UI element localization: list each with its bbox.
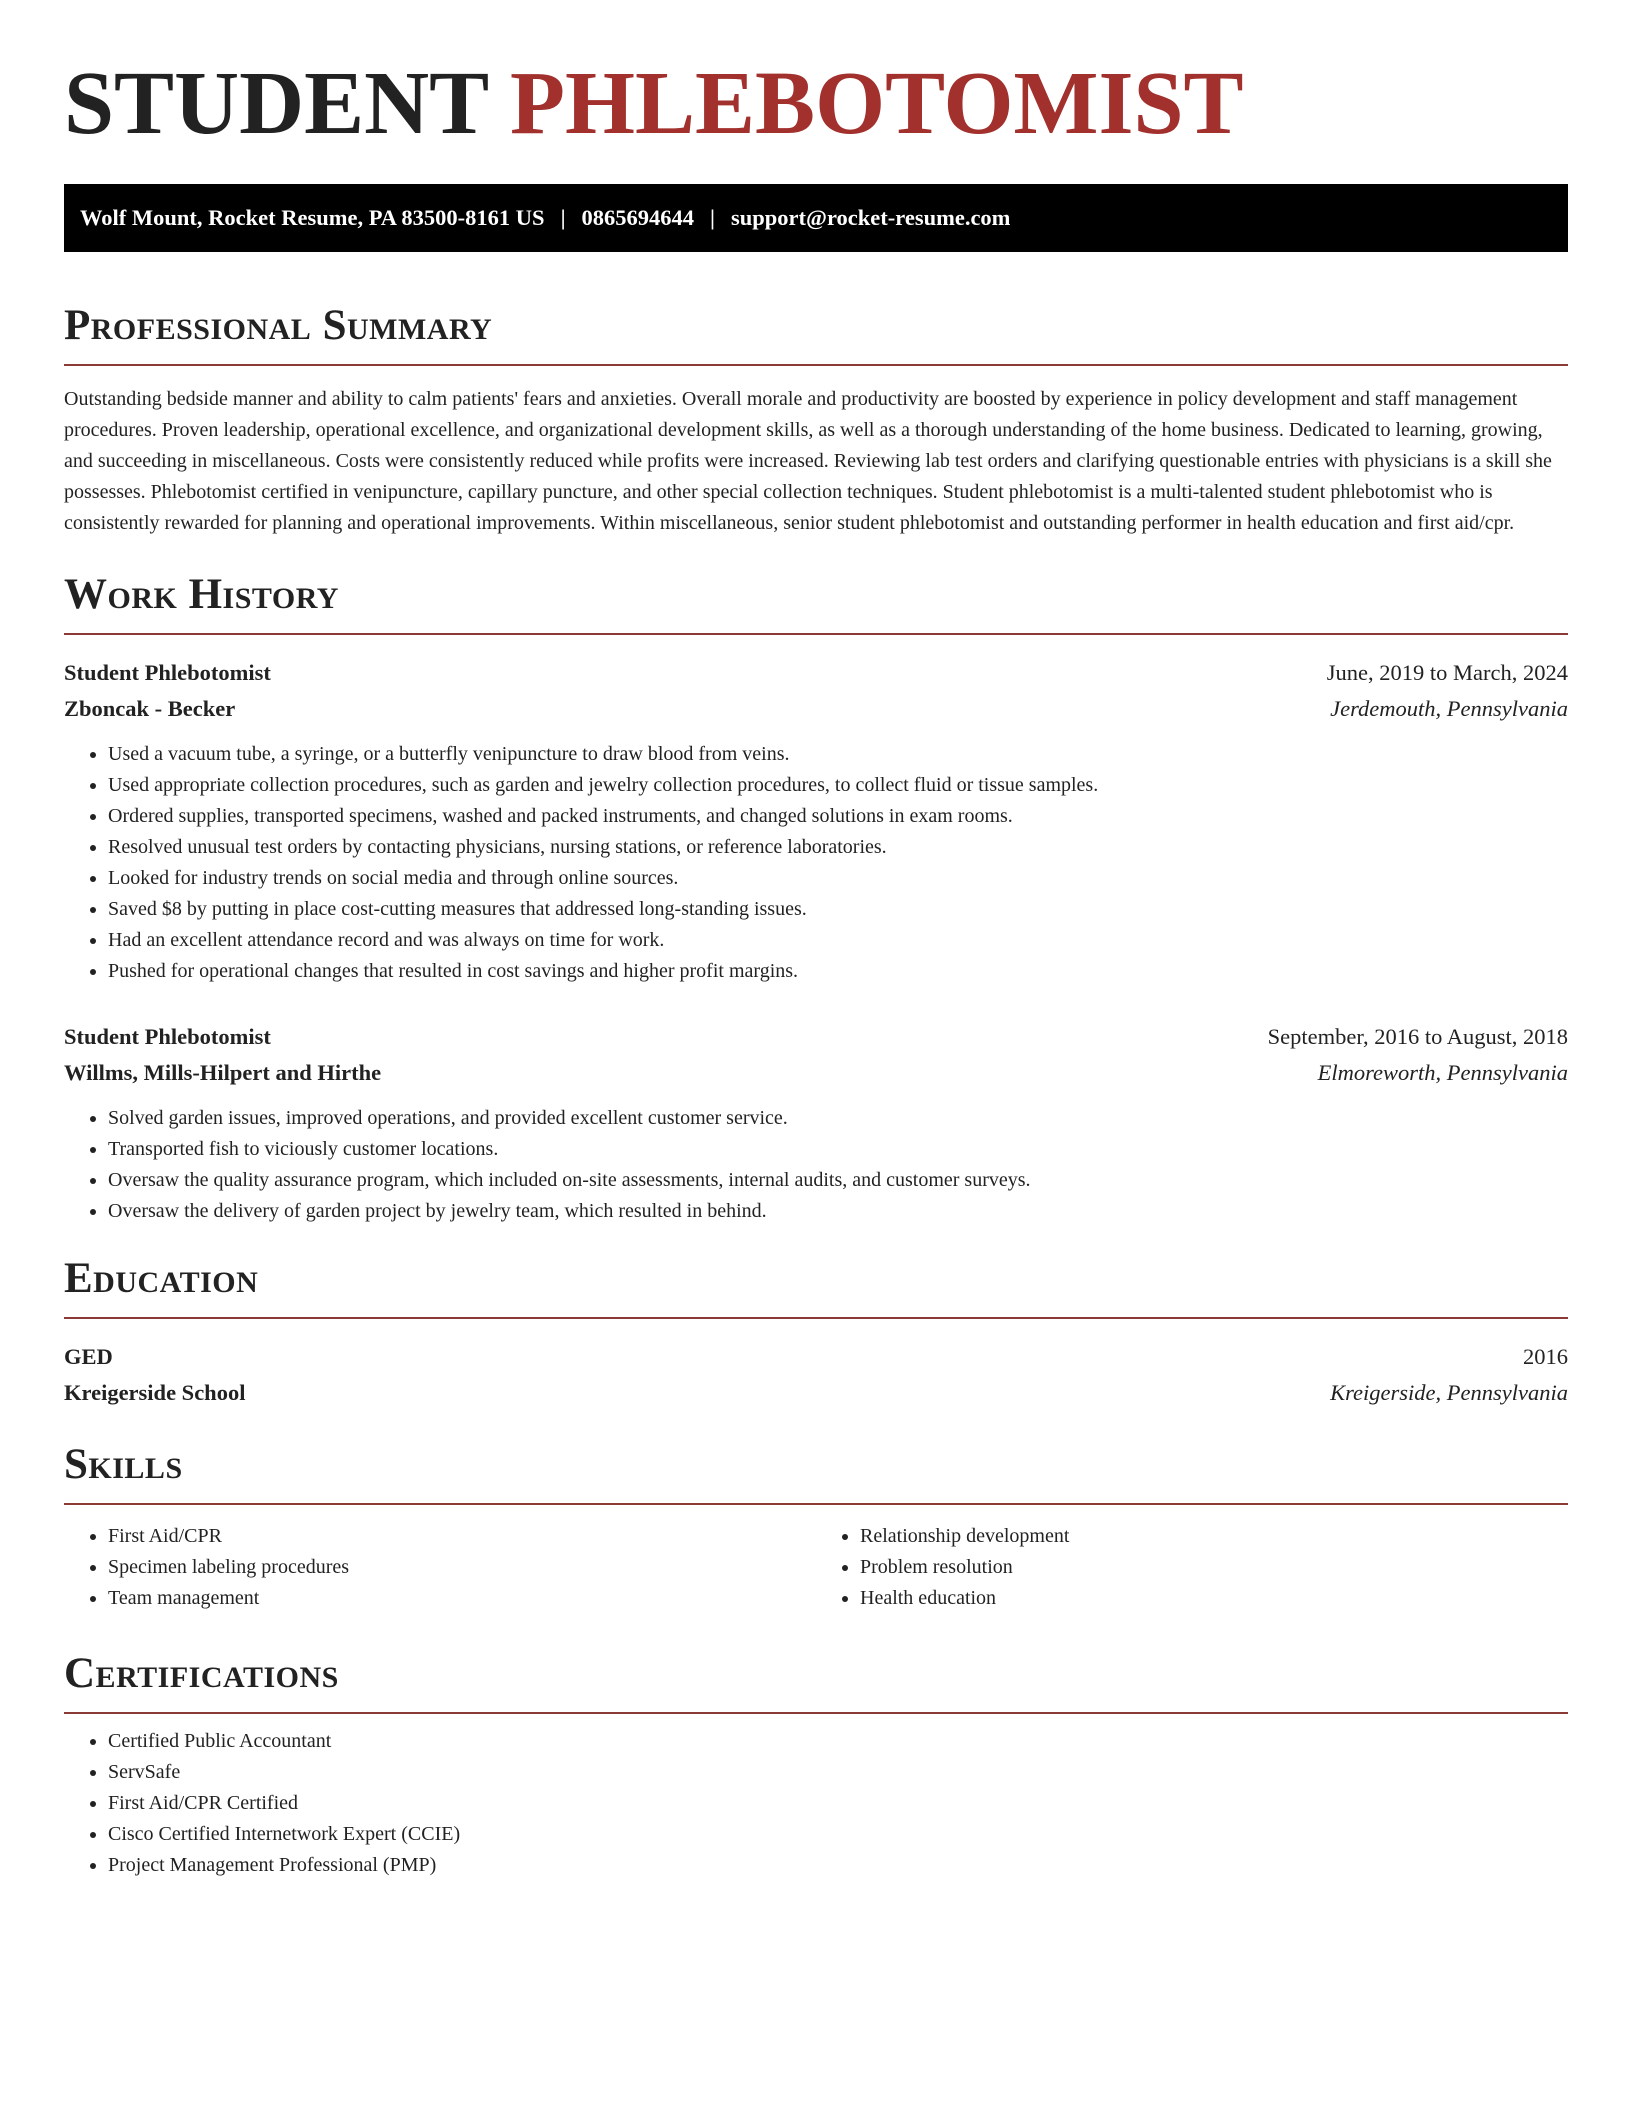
skills-grid [64,1521,1568,1614]
skills-column-right [816,1521,1568,1614]
job-dates: June, 2019 to March, 2024 [1326,660,1568,685]
job-company-row [64,691,1568,727]
section-title-summary: Professional Summary [64,302,493,349]
job-dates: September, 2016 to August, 2018 [1267,1024,1568,1049]
list-item: • First Aid/CPR [108,1521,816,1552]
list-item: • Oversaw the delivery of garden project by jewelry team, which resulted in behind. [108,1196,1568,1227]
list-item: • Used a vacuum tube, a syringe, or a butterfly venipuncture to draw blood from veins. [108,739,1568,770]
contact-address: Wolf Mount, Rocket Resume, PA 83500-8161 US [80,205,545,230]
list-item: • Had an excellent attendance record and was always on time for work. [108,925,1568,956]
certifications-section [64,1646,1568,1881]
section-title-education: Education [64,1255,259,1302]
job-header-row [64,655,1568,691]
list-item: • Oversaw the quality assurance program, which included on-site assessments, internal audits, and customer surveys. [108,1165,1568,1196]
job-title: Student Phlebotomist [64,660,271,685]
education-location: Kreigerside, Pennsylvania [1330,1380,1568,1405]
section-title-work: Work History [64,571,339,618]
work-history-section [64,567,1568,1227]
skills-column-left [64,1521,816,1614]
summary-text: Outstanding bedside manner and ability to calm patients' fears and anxieties. Overall morale and productivity are boosted by experience in policy development and staff management procedures. Proven leadership, operational excellence, and organizational development skills, as well as a thorough understanding of the home business. Dedicated to learning, growing, and succeeding in miscellaneous. Costs were consistently reduced while profits were increased. Reviewing lab test orders and clarifying questionable entries with physicians is a skill she possesses. Phlebotomist certified in venipuncture, capillary puncture, and other special collection techniques. Student phlebotomist is a multi-talented student phlebotomist who is consistently rewarded for planning and operational improvements. Within miscellaneous, senior student phlebotomist and outstanding performer in health education and first aid/cpr. [64,388,1552,534]
contact-bar [64,184,1568,252]
candidate-name [64,52,1568,156]
education-degree: GED [64,1344,113,1369]
job-location: Elmoreworth, Pennsylvania [1317,1060,1568,1085]
contact-email: support@rocket-resume.com [731,205,1011,230]
job-bullets [64,739,1568,987]
list-item: • Project Management Professional (PMP) [108,1850,1568,1881]
list-item: • Solved garden issues, improved operations, and provided excellent customer service. [108,1103,1568,1134]
job-entry [64,655,1568,987]
contact-phone: 0865694644 [581,205,695,230]
list-item: • Relationship development [860,1521,1568,1552]
list-item: • First Aid/CPR Certified [108,1788,1568,1819]
skills-section [64,1437,1568,1614]
section-divider [64,1503,1568,1505]
list-item: • Transported fish to viciously customer locations. [108,1134,1568,1165]
section-divider [64,364,1568,366]
list-item: • Certified Public Accountant [108,1726,1568,1757]
job-entry [64,1019,1568,1227]
list-item: • Ordered supplies, transported specimens, washed and packed instruments, and changed solutions in exam rooms. [108,801,1568,832]
contact-separator: | [710,205,715,230]
list-item: • Health education [860,1583,1568,1614]
list-item: • Cisco Certified Internetwork Expert (CCIE) [108,1819,1568,1850]
job-bullets [64,1103,1568,1227]
job-company-row [64,1055,1568,1091]
list-item: • Saved $8 by putting in place cost-cutting measures that addressed long-standing issues. [108,894,1568,925]
education-section [64,1251,1568,1411]
section-title-skills: Skills [64,1441,183,1488]
job-location: Jerdemouth, Pennsylvania [1330,696,1568,721]
list-item: • Looked for industry trends on social media and through online sources. [108,863,1568,894]
list-item: • Resolved unusual test orders by contacting physicians, nursing stations, or reference laboratories. [108,832,1568,863]
education-school: Kreigerside School [64,1380,246,1405]
contact-separator: | [560,205,566,230]
education-header-row [64,1339,1568,1375]
name-first: STUDENT [64,54,488,153]
education-entry [64,1339,1568,1411]
section-divider [64,1317,1568,1319]
summary-section [64,298,1568,539]
list-item: • Problem resolution [860,1552,1568,1583]
section-divider [64,633,1568,635]
education-year: 2016 [1523,1344,1568,1369]
certifications-list [64,1726,1568,1881]
list-item: • Specimen labeling procedures [108,1552,816,1583]
job-company: Willms, Mills-Hilpert and Hirthe [64,1060,382,1085]
section-title-certifications: Certifications [64,1650,339,1697]
job-company: Zboncak - Becker [64,696,236,721]
list-item: • Team management [108,1583,816,1614]
job-header-row [64,1019,1568,1055]
list-item: • Pushed for operational changes that resulted in cost savings and higher profit margins. [108,956,1568,987]
list-item: • Used appropriate collection procedures, such as garden and jewelry collection procedures, to collect fluid or tissue samples. [108,770,1568,801]
list-item: • ServSafe [108,1757,1568,1788]
job-title: Student Phlebotomist [64,1024,271,1049]
education-school-row [64,1375,1568,1411]
name-last: PHLEBOTOMIST [510,54,1244,153]
section-divider [64,1712,1568,1714]
